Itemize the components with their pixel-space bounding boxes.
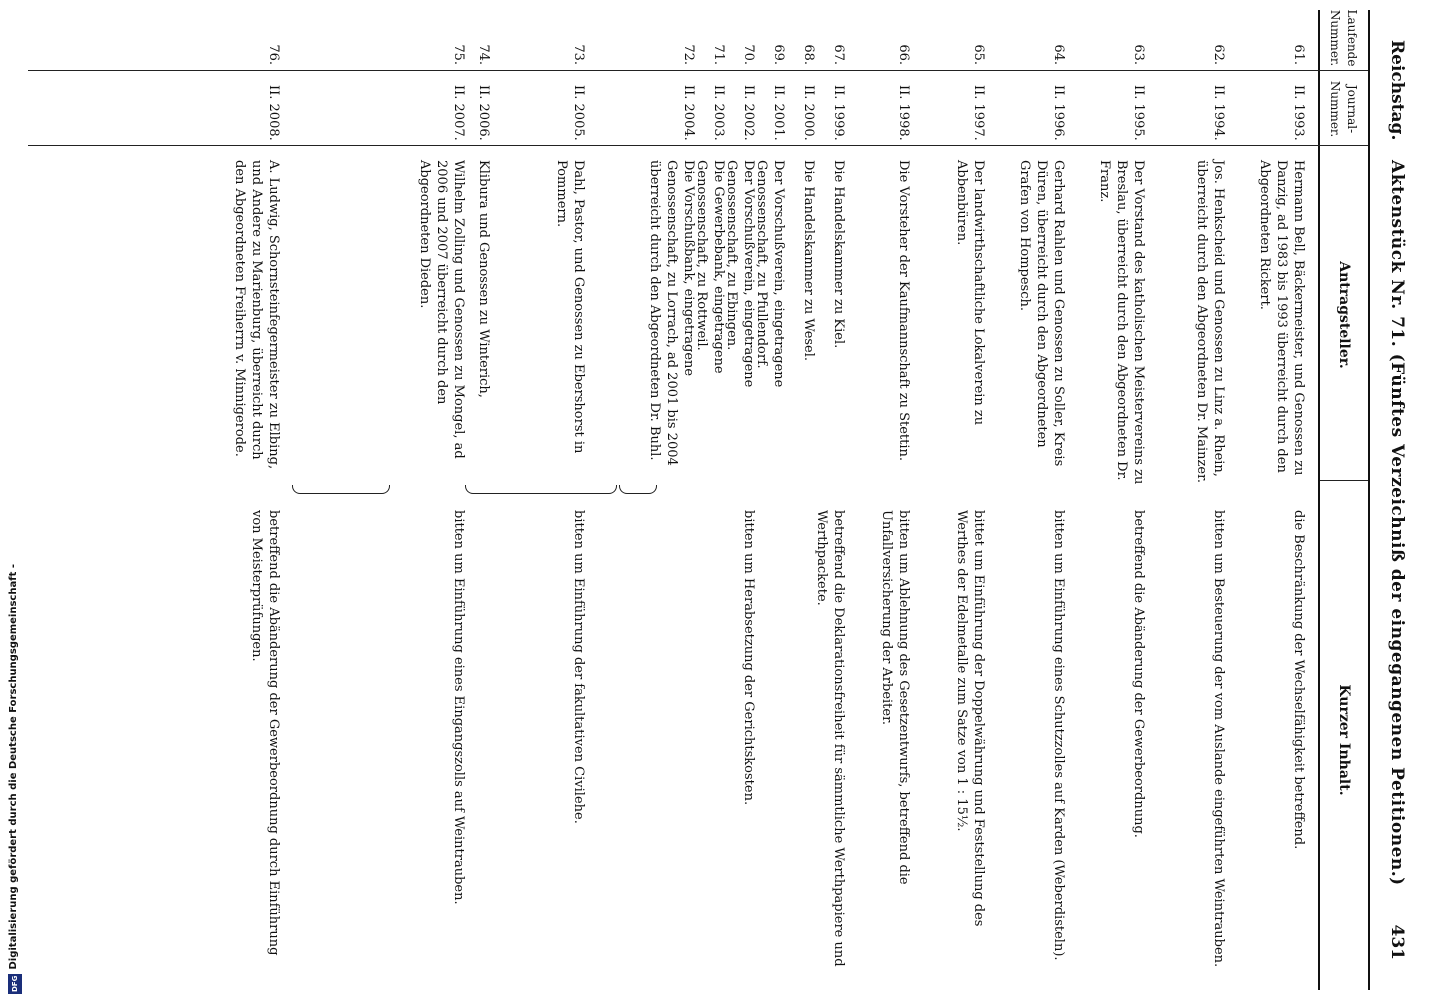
journal-number: II. 2001.: [771, 85, 786, 141]
petitioner: Die Handelskammer zu Wesel.: [801, 160, 816, 362]
journal-number: II. 2003.: [711, 85, 726, 141]
row-number: 75.: [451, 44, 466, 65]
journal-number: II. 2008.: [266, 85, 281, 141]
content-summary: bitten um Herabsetzung der Gerichtskosten.: [741, 510, 756, 806]
row-number: 68.: [801, 44, 816, 65]
row-number: 65.: [971, 44, 986, 65]
group-brace-67-68: [619, 485, 657, 494]
journal-number: II. 1996.: [1051, 85, 1066, 141]
petitioner: Die Gewerbebank, eingetragene Genossenschaft, zu Rottweil.: [694, 160, 726, 374]
group-brace-74-75: [292, 485, 390, 494]
row-number: 62.: [1211, 44, 1226, 65]
column-header-rule: [1319, 10, 1321, 990]
column-divider-3: [1320, 480, 1368, 481]
col-header-laufende: Laufende Nummer.: [1328, 9, 1359, 67]
petitioner: Gerhard Rahlen und Genossen zu Soller, Kreis Düren, überreicht durch den Abgeordneten Grafen von Hompesch.: [1017, 160, 1066, 467]
petitioner: Die Vorsteher der Kaufmannschaft zu Stettin.: [896, 160, 911, 462]
content-summary: bittet um Einführung der Doppelwährung und Feststellung des Werthes der Edelmetalle zum Satze von 1 : 15½.: [954, 510, 986, 927]
col-header-antragsteller: Antragsteller.: [1336, 261, 1352, 369]
content-summary: betreffend die Deklarationsfreiheit für sämmtliche Werthpapiere und Werthpackete.: [814, 510, 846, 967]
content-summary: betreffend die Abänderung der Gewerbeordnung durch Einführung von Meisterprüfungen.: [249, 510, 281, 956]
journal-number: II. 1999.: [831, 85, 846, 141]
journal-number: II. 2007.: [451, 85, 466, 141]
row-number: 66.: [896, 44, 911, 65]
journal-number: II. 2000.: [801, 85, 816, 141]
journal-number: II. 1995.: [1131, 85, 1146, 141]
col-header-journal: Journal-Nummer.: [1328, 80, 1359, 138]
column-divider-2: [28, 145, 1368, 146]
content-summary: betreffend die Abänderung der Gewerbeordnung.: [1131, 510, 1146, 838]
row-number: 71.: [711, 44, 726, 65]
content-summary: bitten um Besteuerung der vom Auslande eingeführten Weintrauben.: [1211, 510, 1226, 968]
petitioner: Wilhelm Zolling und Genossen zu Mongel, ad 2006 und 2007 überreicht durch den Abgeordneten Dieden.: [417, 160, 466, 459]
petitioner: Der landwirthschaftliche Lokalverein zu Abbenbüren.: [954, 160, 986, 426]
petitioner: Dahl, Pastor, und Genossen zu Ebershorst in Pommern.: [554, 160, 586, 454]
column-divider-1: [28, 70, 1368, 71]
journal-number: II. 1993.: [1291, 85, 1306, 141]
petitioner: Jos. Henkscheid und Genossen zu Linz a. Rhein, überreicht durch den Abgeordneten Dr. Mainzer.: [1194, 160, 1226, 483]
journal-number: II. 2005.: [571, 85, 586, 141]
journal-number: II. 2004.: [681, 85, 696, 141]
content-summary: bitten um Einführung eines Schutzzolles auf Karden (Weberdisteln).: [1051, 510, 1066, 961]
journal-number: II. 1998.: [896, 85, 911, 141]
row-number: 64.: [1051, 44, 1066, 65]
row-number: 69.: [771, 44, 786, 65]
content-summary: bitten um Ablehnung des Gesetzentwurfs, betreffend die Unfallversicherung der Arbeiter.: [879, 510, 911, 885]
row-number: 74.: [476, 44, 491, 65]
col-header-inhalt: Kurzer Inhalt.: [1336, 684, 1352, 796]
petitioner: Der Vorschußverein, eingetragene Genossenschaft, zu Ebingen.: [724, 160, 756, 388]
header-rule: [1368, 10, 1370, 990]
petitioner: Der Vorstand des katholischen Meistervereins zu Breslau, überreicht durch den Abgeordneten Dr. Franz.: [1097, 160, 1146, 485]
page-number: 431: [1387, 924, 1407, 960]
header-left: Reichstag.: [1387, 40, 1407, 141]
group-brace-69-72: [465, 485, 617, 494]
page-title: Aktenstück Nr. 71. (Fünftes Verzeichniß der eingegangenen Petitionen.): [1387, 160, 1407, 886]
row-number: 67.: [831, 44, 846, 65]
row-number: 73.: [571, 44, 586, 65]
row-number: 63.: [1131, 44, 1146, 65]
row-number: 61.: [1291, 44, 1306, 65]
dfg-logo-icon: DFG: [8, 974, 22, 994]
petitioner: Der Vorschußverein, eingetragene Genossenschaft, zu Pfullendorf.: [754, 160, 786, 388]
petitioner: Hermann Bell, Bäckermeister, und Genossen zu Danzig, ad 1983 bis 1993 überreicht durch den Abgeordneten Rickert.: [1257, 160, 1306, 476]
row-number: 72.: [681, 44, 696, 65]
journal-number: II. 1994.: [1211, 85, 1226, 141]
petitioner: Die Handelskammer zu Kiel.: [831, 160, 846, 349]
row-number: 70.: [741, 44, 756, 65]
petitioner: Die Vorschußbank, eingetragene Genossenschaft, zu Lorrach, ad 2001 bis 2004 überreicht durch den Abgeordneten Dr. Buhl.: [647, 160, 696, 466]
content-summary: die Beschränkung der Wechselfähigkeit betreffend.: [1291, 510, 1306, 850]
content-summary: bitten um Einführung eines Eingangszolls auf Weintrauben.: [451, 510, 466, 905]
row-number: 76.: [266, 44, 281, 65]
dfg-credit: Digitalisierung gefördert durch die Deutsche Forschungsgemeinschaft -: [8, 564, 19, 970]
petitioner: Klibura und Genossen zu Winterich,: [476, 160, 491, 398]
content-summary: bitten um Einführung der fakultativen Civilehe.: [571, 510, 586, 824]
journal-number: II. 1997.: [971, 85, 986, 141]
journal-number: II. 2006.: [476, 85, 491, 141]
journal-number: II. 2002.: [741, 85, 756, 141]
footer-strip: [0, 0, 30, 1000]
petitioner: A. Ludwig, Schornsteinfegermeister zu Elbing, und Andere zu Marienburg, überreicht durch den Abgeordneten Freiherrn v. Minnigerode.: [232, 160, 281, 470]
